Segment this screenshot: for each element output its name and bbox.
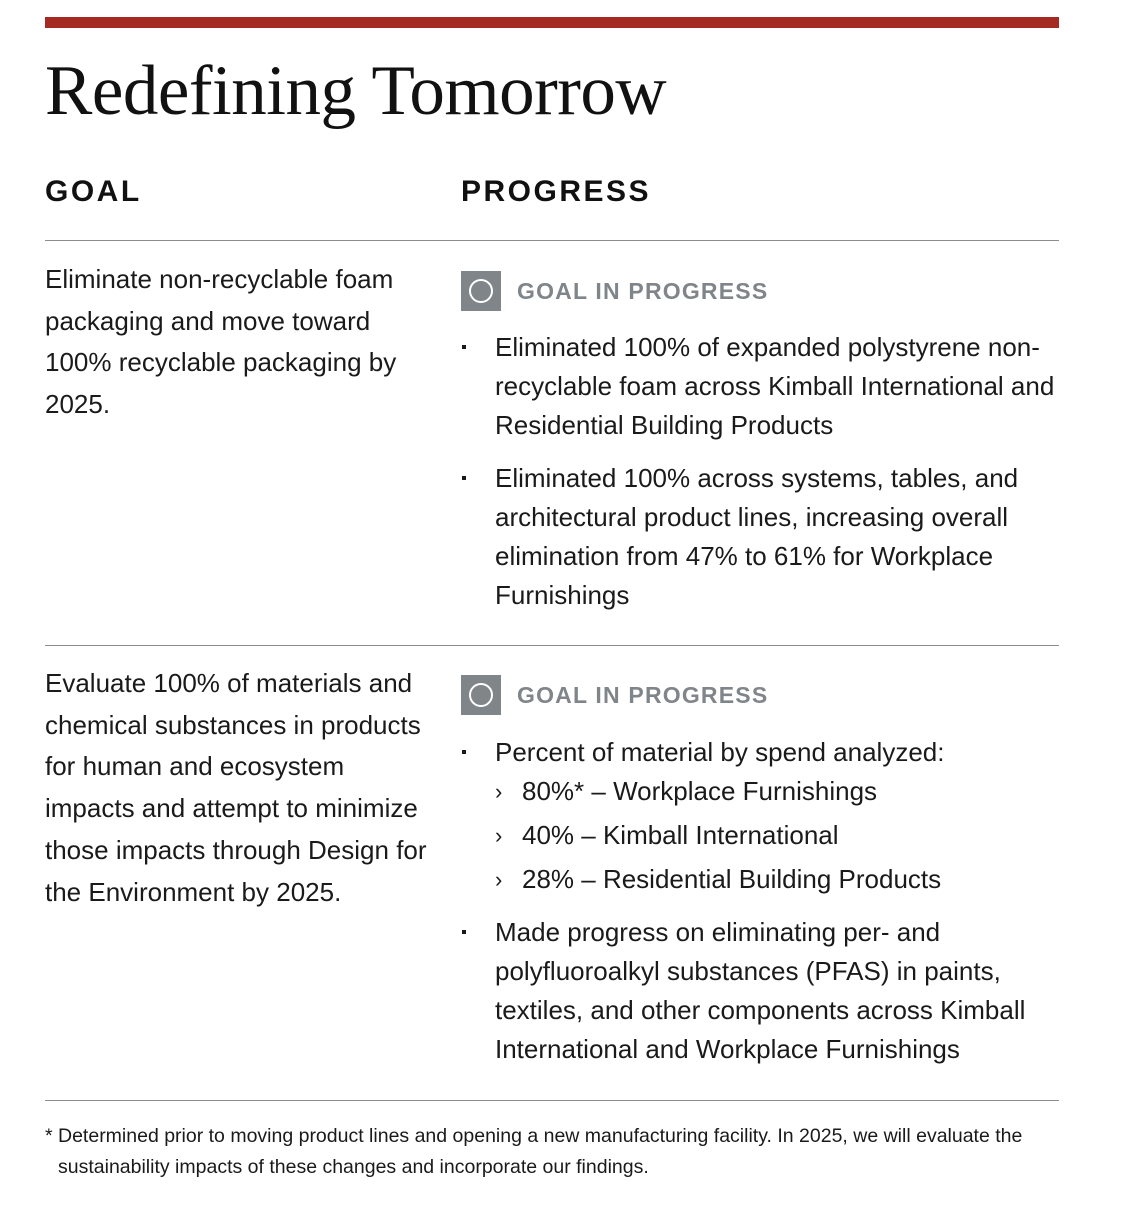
progress-bullet [461, 328, 1061, 445]
row-divider [45, 645, 1059, 646]
progress-bullet [461, 913, 1061, 1069]
square-bullet-icon [462, 750, 466, 754]
status-row-materials [461, 675, 768, 715]
status-row-packaging [461, 271, 768, 311]
chevron-right-icon: › [495, 779, 503, 804]
progress-column-header: PROGRESS [461, 175, 652, 208]
progress-bullet-text: Percent of material by spend analyzed: [495, 737, 945, 767]
progress-bullet [461, 733, 1061, 899]
progress-bullet-text: Made progress on eliminating per- and polyfluoroalkyl substances (PFAS) in paints, textiles, and other components across Kimball International and Workplace Furnishings [495, 917, 1026, 1064]
footnote-marker: * [45, 1125, 53, 1147]
square-bullet-icon [462, 476, 466, 480]
chevron-right-icon: › [495, 867, 503, 892]
square-bullet-icon [462, 345, 466, 349]
status-label: GOAL IN PROGRESS [517, 277, 769, 304]
goal-column-header: GOAL [45, 175, 142, 208]
progress-bullet-text: Eliminated 100% of expanded polystyrene non-recyclable foam across Kimball International and Residential Building Products [495, 332, 1055, 440]
accent-bar [45, 17, 1059, 28]
progress-list-materials [461, 733, 1061, 1069]
header-divider [45, 240, 1059, 241]
spend-item-text: 28% – Residential Building Products [522, 864, 942, 894]
footnote-text: Determined prior to moving product lines and opening a new manufacturing facility. In 2025, we will evaluate the sustainability impacts of these changes and incorporate our findings. [58, 1125, 1023, 1178]
status-box [461, 675, 501, 715]
progress-bullet [461, 459, 1061, 615]
footer-divider [45, 1100, 1059, 1101]
chevron-right-icon: › [495, 823, 503, 848]
page-title: Redefining Tomorrow [45, 52, 667, 130]
progress-bullet-text: Eliminated 100% across systems, tables, and architectural product lines, increasing overall elimination from 47% to 61% for Workplace Furnishings [495, 463, 1019, 610]
spend-analyzed-list [495, 772, 1061, 899]
spend-item [495, 772, 1061, 811]
progress-list-packaging [461, 328, 1061, 615]
footnote [45, 1121, 1055, 1183]
goal-text-materials: Evaluate 100% of materials and chemical substances in products for human and ecosystem impacts and attempt to minimize those impacts through Design for the Environment by 2025. [45, 668, 427, 907]
spend-item-text: 80%* – Workplace Furnishings [522, 776, 878, 806]
circle-outline-icon [469, 683, 493, 707]
status-label: GOAL IN PROGRESS [517, 681, 769, 708]
spend-item-text: 40% – Kimball International [522, 820, 839, 850]
status-box [461, 271, 501, 311]
goal-text-packaging: Eliminate non-recyclable foam packaging and move toward 100% recyclable packaging by 2025. [45, 264, 397, 420]
spend-item [495, 816, 1061, 855]
spend-item [495, 860, 1061, 899]
circle-outline-icon [469, 279, 493, 303]
square-bullet-icon [462, 930, 466, 934]
